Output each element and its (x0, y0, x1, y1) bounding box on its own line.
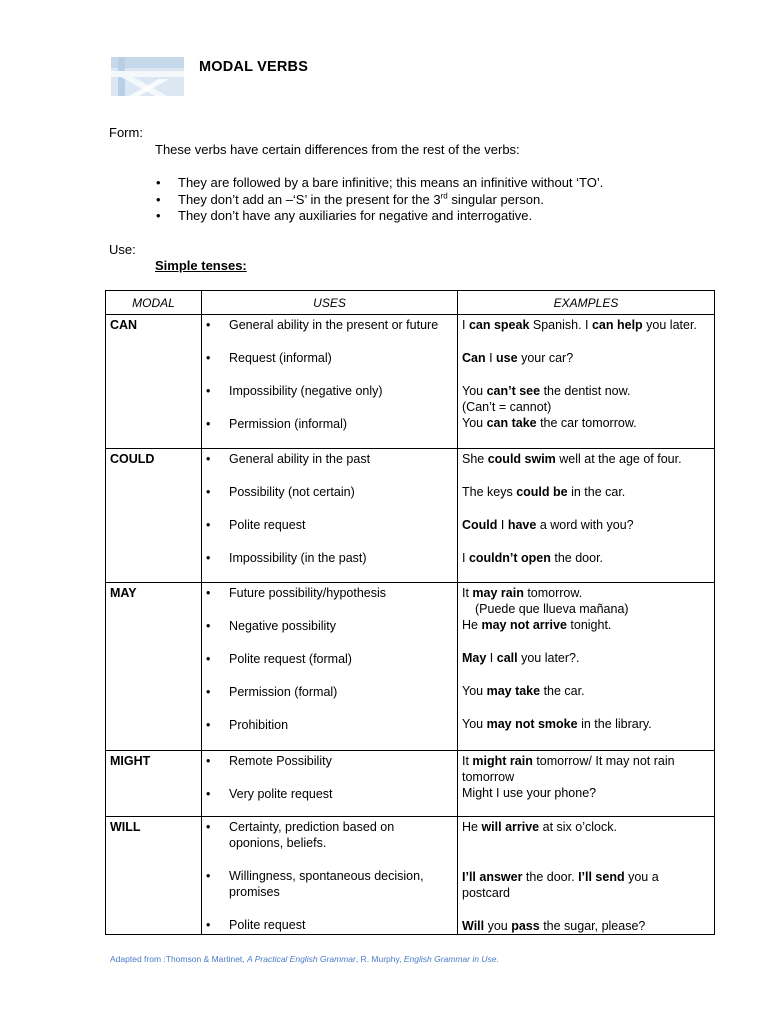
bullet-icon: • (206, 518, 211, 532)
examples-cell (458, 315, 715, 449)
footer-citation (110, 954, 499, 964)
use-item (202, 753, 457, 769)
use-item (202, 917, 457, 933)
use-text: General ability in the present or future (229, 318, 439, 332)
example-text: tomorrow. (523, 586, 583, 600)
example-text: He (462, 618, 482, 632)
use-item (202, 868, 457, 884)
modal-name: CAN (106, 315, 202, 449)
example-line (458, 317, 714, 333)
use-item (202, 684, 457, 700)
example-line (458, 399, 714, 415)
example-text: you later. (642, 318, 697, 332)
example-modal-phrase: use (496, 351, 518, 365)
example-modal-phrase: Will (462, 919, 485, 933)
form-intro: These verbs have certain differences from the rest of the verbs: (155, 142, 520, 157)
table-row-may (106, 583, 715, 751)
line-spacer (458, 333, 714, 350)
simple-tenses-heading: Simple tenses: (155, 258, 247, 273)
example-text: postcard (462, 886, 510, 900)
example-modal-phrase: Can (462, 351, 486, 365)
uses-cell (202, 315, 458, 449)
citation-book-title: English Grammar in Use (403, 954, 497, 964)
example-text: It (462, 754, 473, 768)
example-text: It (462, 586, 473, 600)
bullet-icon: • (206, 417, 211, 431)
examples-cell (458, 583, 715, 751)
example-text: the door. (550, 551, 604, 565)
table-row-might (106, 751, 715, 817)
example-modal-phrase: have (507, 518, 537, 532)
use-text: Certainty, prediction based on (229, 820, 395, 834)
example-text: the sugar, please? (539, 919, 646, 933)
form-bullet: • They don’t add an –‘S’ in the present for the 3rd singular person. (155, 192, 603, 209)
example-line (458, 753, 714, 769)
uses-cell (202, 751, 458, 817)
example-text: in the library. (577, 717, 652, 731)
example-line (458, 415, 714, 431)
use-text: Possibility (not certain) (229, 485, 355, 499)
use-text: Permission (informal) (229, 417, 348, 431)
citation-book-title: A Practical English Grammar (247, 954, 356, 964)
example-line (458, 716, 714, 732)
table-row-could (106, 449, 715, 583)
table-row-will (106, 817, 715, 935)
example-text: You (462, 717, 487, 731)
example-text: I (462, 551, 469, 565)
line-spacer (458, 699, 714, 716)
example-text: tomorrow (462, 770, 515, 784)
header-uses: USES (202, 291, 458, 315)
bullet-icon: • (206, 619, 211, 633)
use-text: Request (informal) (229, 351, 332, 365)
example-line (458, 869, 714, 885)
example-text: you a (624, 870, 659, 884)
example-line (458, 484, 714, 500)
bullet-icon: • (206, 820, 211, 834)
bullet-icon: • (206, 318, 211, 332)
use-text: Polite request (formal) (229, 652, 352, 666)
example-text: I (497, 518, 508, 532)
line-spacer (202, 634, 457, 651)
example-modal-phrase: I’ll send (578, 870, 625, 884)
line-spacer (202, 900, 457, 917)
modal-verbs-table (105, 290, 715, 935)
example-text: at six o’clock. (539, 820, 617, 834)
use-item (202, 484, 457, 500)
example-text: I (486, 651, 497, 665)
use-item (202, 618, 457, 634)
uses-cell (202, 449, 458, 583)
use-item (202, 451, 457, 467)
example-text: your car? (517, 351, 574, 365)
use-item (202, 416, 457, 432)
use-item (202, 383, 457, 399)
line-spacer (458, 852, 714, 869)
line-spacer (202, 851, 457, 868)
form-bullet-list (155, 175, 603, 225)
use-text: Impossibility (negative only) (229, 384, 383, 398)
use-text: Negative possibility (229, 619, 336, 633)
bullet-icon: • (206, 351, 211, 365)
example-line (458, 769, 714, 785)
example-modal-phrase: may not arrive (481, 618, 567, 632)
example-modal-phrase: could be (516, 485, 568, 499)
use-text: Polite request (229, 518, 306, 532)
example-text: The keys (462, 485, 517, 499)
use-item (202, 786, 457, 802)
use-item (202, 585, 457, 601)
example-line (458, 885, 714, 901)
example-text: You (462, 684, 487, 698)
example-modal-phrase: May (462, 651, 487, 665)
citation-text: , R. Murphy, (355, 954, 404, 964)
use-text: Future possibility/hypothesis (229, 586, 387, 600)
example-text: She (462, 452, 488, 466)
examples-cell (458, 751, 715, 817)
use-item (202, 651, 457, 667)
example-text: the dentist now. (540, 384, 631, 398)
example-text: Might I use your phone? (462, 786, 597, 800)
uses-cell (202, 583, 458, 751)
use-item (202, 317, 457, 333)
example-line (458, 785, 714, 801)
example-text: I (485, 351, 497, 365)
example-modal-phrase: Could (462, 518, 498, 532)
example-line (458, 350, 714, 366)
example-line (458, 650, 714, 666)
bullet-icon: • (206, 787, 211, 801)
use-item (202, 717, 457, 733)
line-spacer (202, 333, 457, 350)
use-text: Very polite request (229, 787, 333, 801)
table-body (106, 315, 715, 935)
use-item-continuation: oponions, beliefs. (229, 836, 327, 850)
modal-name: WILL (106, 817, 202, 935)
use-text: General ability in the past (229, 452, 371, 466)
line-spacer (202, 667, 457, 684)
example-modal-phrase: will arrive (481, 820, 540, 834)
example-modal-phrase: can take (486, 416, 537, 430)
document-logo (111, 57, 184, 96)
use-item (202, 550, 457, 566)
bullet-icon: • (206, 586, 211, 600)
line-spacer (202, 500, 457, 517)
example-modal-phrase: may not smoke (486, 717, 578, 731)
line-spacer (202, 467, 457, 484)
example-text: well at the age of four. (555, 452, 682, 466)
table-row-can (106, 315, 715, 449)
example-text: tomorrow/ It may not rain (532, 754, 675, 768)
bullet-icon: • (206, 754, 211, 768)
example-modal-phrase: might rain (472, 754, 533, 768)
citation-text: . (496, 954, 499, 964)
example-line (458, 683, 714, 699)
modal-name: MIGHT (106, 751, 202, 817)
examples-cell (458, 817, 715, 935)
line-spacer (202, 366, 457, 383)
use-item (202, 350, 457, 366)
table-header-row (106, 291, 715, 315)
bullet-icon: • (206, 485, 211, 499)
line-spacer (202, 700, 457, 717)
examples-cell (458, 449, 715, 583)
example-line (458, 601, 714, 617)
line-spacer (458, 633, 714, 650)
page-title: MODAL VERBS (199, 59, 309, 75)
example-line (458, 451, 714, 467)
line-spacer (458, 901, 714, 918)
example-text: You (462, 384, 487, 398)
example-text: the car. (540, 684, 585, 698)
line-spacer (458, 666, 714, 683)
uses-cell (202, 817, 458, 935)
line-spacer (458, 500, 714, 517)
bullet-icon: • (206, 652, 211, 666)
bullet-icon: • (206, 551, 211, 565)
modal-name: MAY (106, 583, 202, 751)
bullet-icon: • (206, 384, 211, 398)
example-line (458, 819, 714, 835)
use-item (202, 517, 457, 533)
example-modal-phrase: I’ll answer (462, 870, 523, 884)
modal-name: COULD (106, 449, 202, 583)
header-modal: MODAL (106, 291, 202, 315)
bullet-icon: • (206, 918, 211, 932)
example-text: you (484, 919, 512, 933)
example-text: He (462, 820, 482, 834)
use-text: Prohibition (229, 718, 289, 732)
example-line (458, 617, 714, 633)
use-text: Remote Possibility (229, 754, 332, 768)
line-spacer (458, 533, 714, 550)
citation-text: Adapted from :Thomson & Martinet, (110, 954, 248, 964)
bullet-icon: • (206, 869, 211, 883)
use-label: Use: (109, 242, 136, 257)
line-spacer (202, 533, 457, 550)
line-spacer (458, 366, 714, 383)
line-spacer (458, 835, 714, 852)
example-text: in the car. (567, 485, 626, 499)
use-text: Impossibility (in the past) (229, 551, 367, 565)
example-modal-phrase: call (496, 651, 518, 665)
example-modal-phrase: can’t see (486, 384, 541, 398)
bullet-icon: • (206, 718, 211, 732)
header-examples: EXAMPLES (458, 291, 715, 315)
example-modal-phrase: may take (486, 684, 541, 698)
example-line (458, 550, 714, 566)
form-label: Form: (109, 125, 143, 140)
example-text: the door. (522, 870, 579, 884)
form-bullet: • They are followed by a bare infinitive; this means an infinitive without ‘TO’. (155, 175, 603, 192)
example-text: I (462, 318, 469, 332)
example-modal-phrase: could swim (487, 452, 556, 466)
example-modal-phrase: can help (591, 318, 643, 332)
line-spacer (458, 467, 714, 484)
use-text: Polite request (229, 918, 306, 932)
use-text: Willingness, spontaneous decision, (229, 869, 424, 883)
example-modal-phrase: may rain (472, 586, 524, 600)
example-line (458, 383, 714, 399)
example-modal-phrase: can speak (468, 318, 530, 332)
bullet-icon: • (206, 452, 211, 466)
use-item (202, 819, 457, 835)
example-modal-phrase: couldn’t open (468, 551, 551, 565)
line-spacer (202, 399, 457, 416)
example-text: you later?. (517, 651, 580, 665)
example-text: (Puede que llueva mañana) (475, 602, 629, 616)
example-text: the car tomorrow. (536, 416, 637, 430)
bullet-icon: • (206, 685, 211, 699)
example-text: You (462, 416, 487, 430)
example-modal-phrase: pass (511, 919, 540, 933)
line-spacer (202, 601, 457, 618)
example-line (458, 585, 714, 601)
line-spacer (202, 769, 457, 786)
form-bullet: • They don’t have any auxiliaries for negative and interrogative. (155, 208, 603, 225)
example-text: a word with you? (536, 518, 634, 532)
example-text: tonight. (566, 618, 612, 632)
example-line (458, 517, 714, 533)
use-item-continuation: promises (229, 885, 280, 899)
use-text: Permission (formal) (229, 685, 338, 699)
example-line (458, 918, 714, 934)
example-text: Spanish. I (529, 318, 592, 332)
example-text: (Can’t = cannot) (462, 400, 552, 414)
